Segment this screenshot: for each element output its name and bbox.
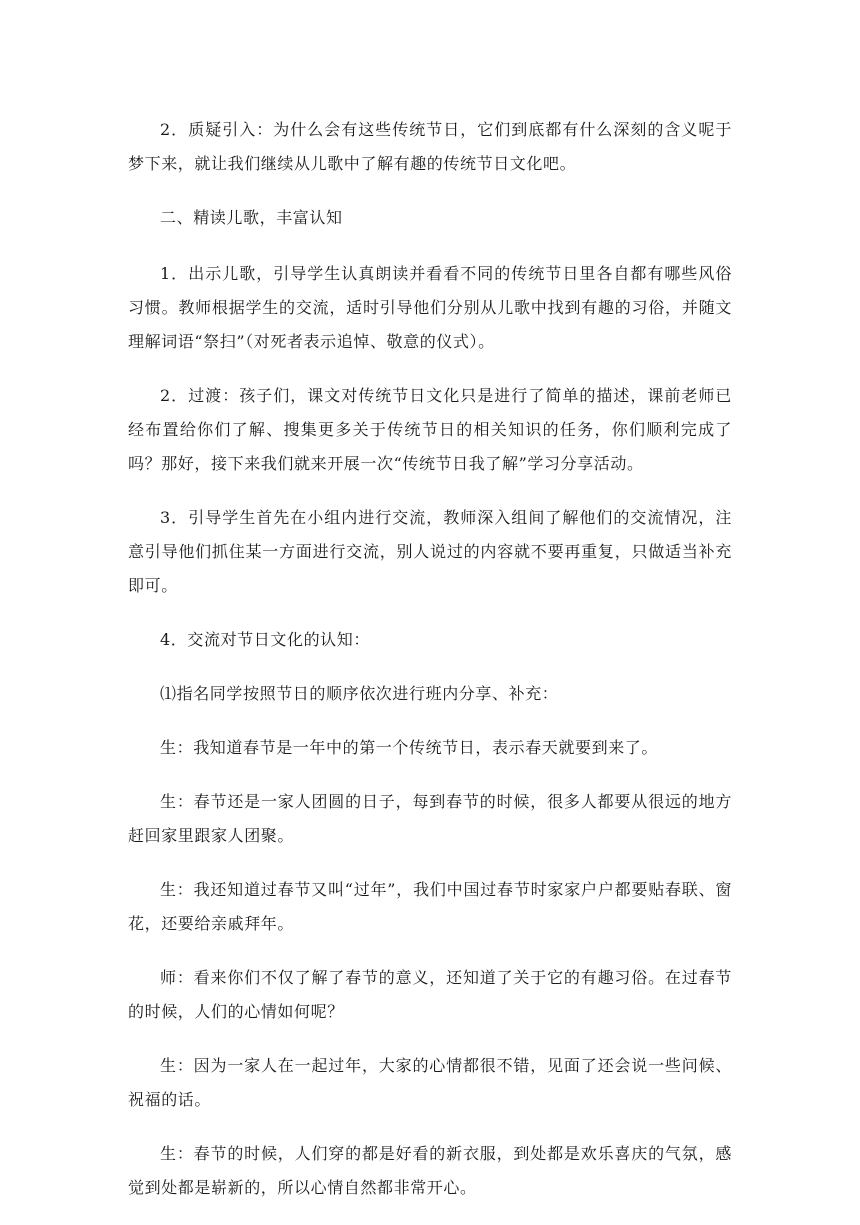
paragraph-student-1: 生：我知道春节是一年中的第一个传统节日，表示春天就要到来了。 (160, 738, 659, 757)
paragraph-question-intro: 2．质疑引入：为什么会有这些传统节日，它们到底都有什么深刻的含义呢于梦下来，就让我们继续从儿歌中了解有趣的传统节日文化吧。 (128, 120, 732, 173)
paragraph-student-5: 生：春节的时候，人们穿的都是好看的新衣服，到处都是欢乐喜庆的气氛，感觉到处都是崭新的，所以心情自然都非常开心。 (128, 1144, 732, 1197)
paragraph-student-3: 生：我还知道过春节又叫“过年”，我们中国过春节时家家户户都要贴春联、窗花，还要给亲戚拜年。 (128, 880, 732, 933)
paragraph-share: ⑴指名同学按照节日的顺序依次进行班内分享、补充： (160, 684, 559, 703)
paragraph-student-4: 生：因为一家人在一起过年，大家的心情都很不错，见面了还会说一些问候、祝福的话。 (128, 1056, 732, 1109)
document-page (128, 113, 732, 1225)
paragraph-transition: 2．过渡：孩子们，课文对传统节日文化只是进行了简单的描述，课前老师已经布置给你们了解、搜集更多关于传统节日的相关知识的任务，你们顺利完成了吗？那好，接下来我们就来开展一次“传统节日我了解”学习分享活动。 (128, 386, 732, 473)
paragraph-teacher: 师：看来你们不仅了解了春节的意义，还知道了关于它的有趣习俗。在过春节的时候，人们的心情如何呢？ (128, 968, 732, 1021)
paragraph-exchange: 4．交流对节日文化的认知： (160, 630, 370, 649)
paragraph-show-song: 1．出示儿歌，引导学生认真朗读并看看不同的传统节日里各自都有哪些风俗习惯。教师根据学生的交流，适时引导他们分别从儿歌中找到有趣的习俗，并随文理解词语“祭扫”（对死者表示追悼、敬意的仪式）。 (128, 264, 732, 351)
paragraph-student-2: 生：春节还是一家人团圆的日子，每到春节的时候，很多人都要从很远的地方赶回家里跟家人团聚。 (128, 792, 732, 845)
paragraph-group-discussion: 3．引导学生首先在小组内进行交流，教师深入组间了解他们的交流情况，注意引导他们抓住某一方面进行交流，别人说过的内容就不要再重复，只做适当补充即可。 (128, 508, 732, 595)
section-heading: 二、精读儿歌，丰富认知 (160, 208, 343, 227)
